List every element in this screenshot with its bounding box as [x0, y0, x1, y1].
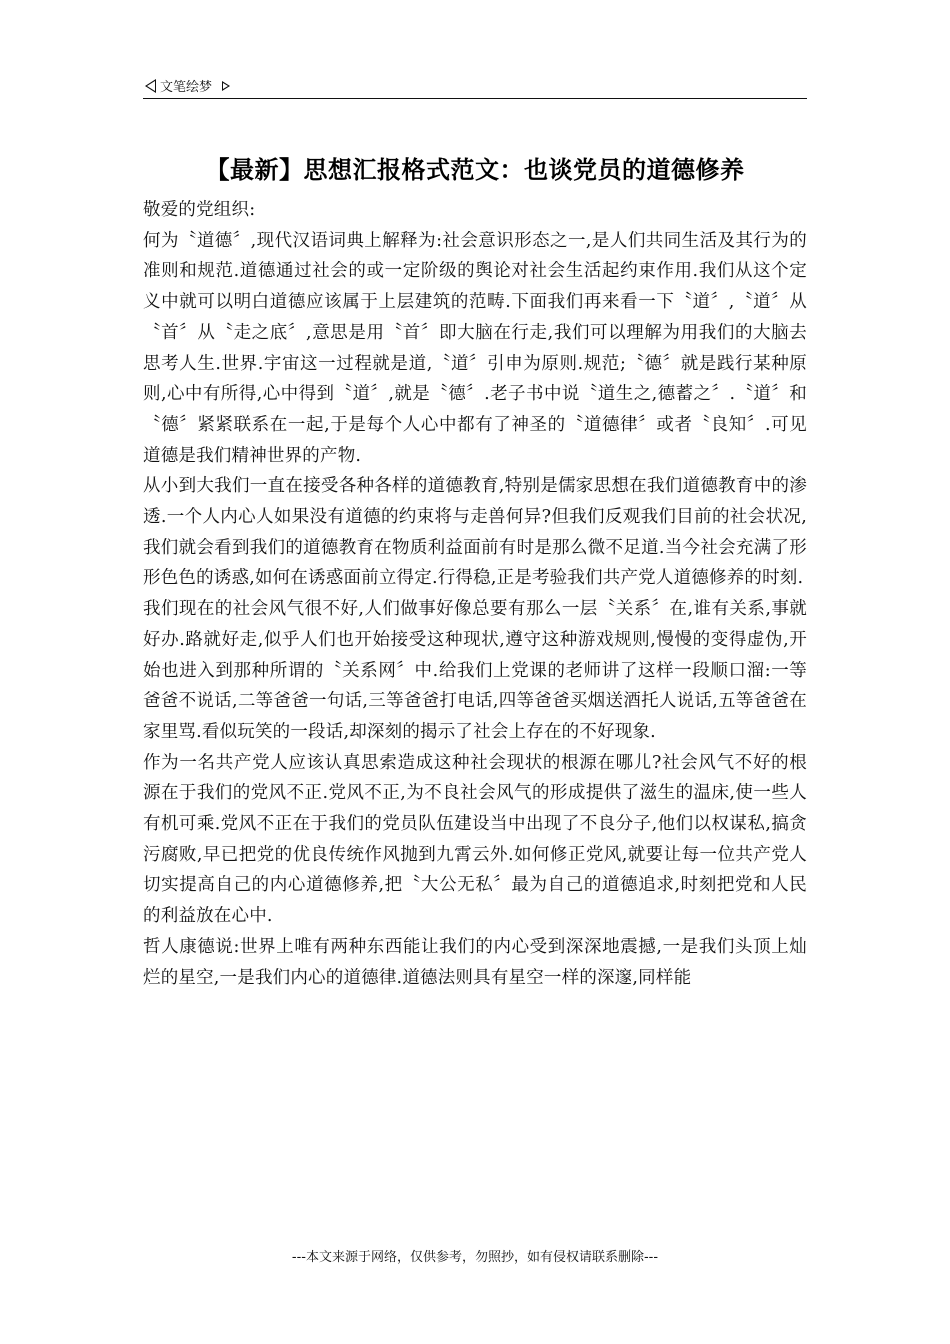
paragraph: 从小到大我们一直在接受各种各样的道德教育,特别是儒家思想在我们道德教育中的渗透.一个人内心人如果没有道德的约束将与走兽何异?但我们反观我们目前的社会状况,我们就会看到我们的道德教育在物质利益面前有时是那么微不足道.当今社会充满了形形色色的诱惑,如何在诱惑面前立得定.行得稳,正是考验我们共产党人道德修养的时刻. [143, 476, 807, 589]
paragraph: 何为〝道德〞,现代汉语词典上解释为:社会意识形态之一,是人们共同生活及其行为的准则和规范.道德通过社会的或一定阶级的舆论对社会生活起约束作用.我们从这个定义中就可以明白道德应该属于上层建筑的范畴.下面我们再来看一下〝道〞,〝道〞从〝首〞从〝走之底〞,意思是用〝首〞即大脑在行走,我们可以理解为用我们的大脑去思考人生.世界.宇宙这一过程就是道,〝道〞引申为原则.规范;〝德〞就是践行某种原则,心中有所得,心中得到〝道〞,就是〝德〞.老子书中说〝道生之,德蓄之〞.〝道〞和〝德〞紧紧联系在一起,于是每个人心中都有了神圣的〝道德律〞或者〝良知〞.可见道德是我们精神世界的产物. [143, 230, 807, 466]
document-title: 【最新】思想汇报格式范文：也谈党员的道德修养 [205, 156, 745, 184]
brand-logo [145, 76, 230, 95]
footer-notice: ---本文来源于网络，仅供参考，勿照抄，如有侵权请联系删除--- [291, 1250, 659, 1265]
page-header [143, 72, 807, 99]
triangle-right-icon [222, 81, 230, 91]
paragraph: 哲人康德说:世界上唯有两种东西能让我们的内心受到深深地震撼,一是我们头顶上灿烂的星空,一是我们内心的道德律.道德法则具有星空一样的深邃,同样能 [143, 936, 807, 988]
paragraph: 作为一名共产党人应该认真思索造成这种社会现状的根源在哪儿?社会风气不好的根源在于我们的党风不正.党风不正,为不良社会风气的形成提供了滋生的温床,使一些人有机可乘.党风不正在于我们的党员队伍建设当中出现了不良分子,他们以权谋私,搞贪污腐败,早已把党的优良传统作风抛到九霄云外.如何修正党风,就要让每一位共产党人切实提高自己的内心道德修养,把〝大公无私〞最为自己的道德追求,时刻把党和人民的利益放在心中. [143, 752, 807, 927]
document-body [143, 195, 807, 993]
salutation: 敬爱的党组织: [143, 200, 256, 220]
paragraph: 我们现在的社会风气很不好,人们做事好像总要有那么一层〝关系〞在,谁有关系,事就好办.路就好走,似乎人们也开始接受这种现状,遵守这种游戏规则,慢慢的变得虚伪,开始也进入到那种所谓的〝关系网〞中.给我们上党课的老师讲了这样一段顺口溜:一等爸爸不说话,二等爸爸一句话,三等爸爸打电话,四等爸爸买烟送酒托人说话,五等爸爸在家里骂.看似玩笑的一段话,却深刻的揭示了社会上存在的不好现象. [143, 599, 807, 742]
triangle-left-icon [145, 79, 156, 93]
brand-name: 文笔绘梦 [160, 80, 213, 95]
